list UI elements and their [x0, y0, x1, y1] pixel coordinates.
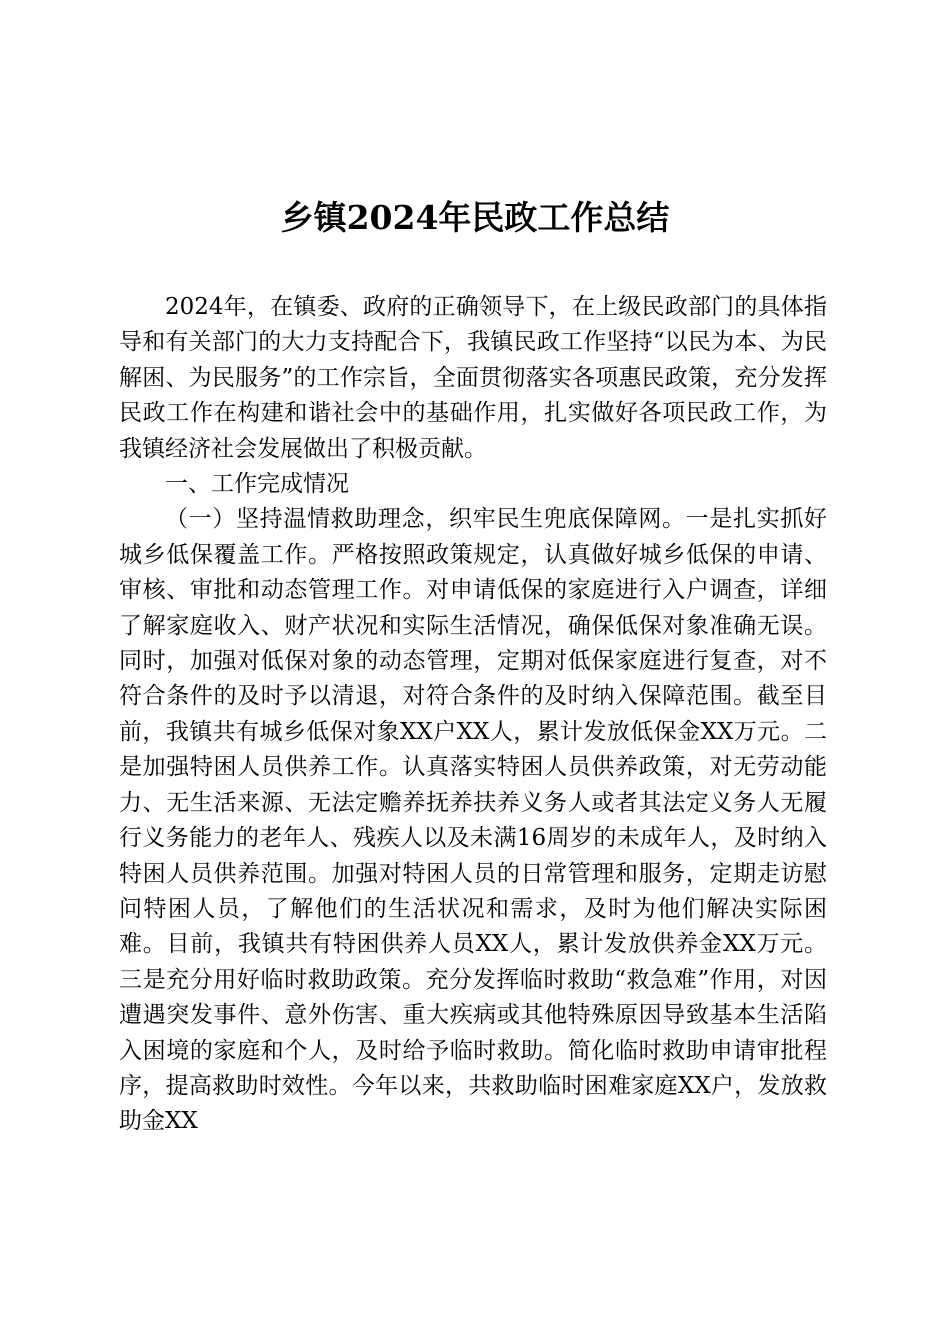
- subsection-lead: （一）坚持温情救助理念，织牢民生兜底保障网。: [165, 506, 686, 533]
- section-heading: 一、工作完成情况: [165, 471, 349, 498]
- subsection-body: 一是扎实抓好城乡低保覆盖工作。严格按照政策规定，认真做好城乡低保的申请、审核、审批和动态管理工作。对申请低保的家庭进行入户调查，详细了解家庭收入、财产状况和实际生活情况，确保低保对象准确无误。同时，加强对低保对象的动态管理，定期对低保家庭进行复查，对不符合条件的及时予以清退，对符合条件的及时纳入保障范围。截至目前，我镇共有城乡低保对象XX户XX人，累计发放低保金XX万元。二是加强特困人员供养工作。认真落实特困人员供养政策，对无劳动能力、无生活来源、无法定赡养抚养扶养义务人或者其法定义务人无履行义务能力的老年人、残疾人以及未满16周岁的未成年人，及时纳入特困人员供养范围。加强对特困人员的日常管理和服务，定期走访慰问特困人员，了解他们的生活状况和需求，及时为他们解决实际困难。目前，我镇共有特困供养人员XX人，累计发放供养金XX万元。三是充分用好临时救助政策。充分发挥临时救助“救急难”作用，对因遭遇突发事件、意外伤害、重大疾病或其他特殊原因导致基本生活陷入困境的家庭和个人，及时给予临时救助。简化临时救助申请审批程序，提高救助时效性。今年以来，共救助临时困难家庭XX户，发放救助金XX: [119, 506, 828, 1135]
- subsection-paragraph: [119, 502, 827, 1139]
- document-title: 乡镇2024年民政工作总结: [280, 198, 670, 237]
- document-body: [119, 290, 827, 1140]
- intro-paragraph: 2024年，在镇委、政府的正确领导下，在上级民政部门的具体指导和有关部门的大力支持配合下，我镇民政工作坚持“以民为本、为民解困、为民服务”的工作宗旨，全面贯彻落实各项惠民政策，充分发挥民政工作在构建和谐社会中的基础作用，扎实做好各项民政工作，为我镇经济社会发展做出了积极贡献。: [119, 294, 827, 462]
